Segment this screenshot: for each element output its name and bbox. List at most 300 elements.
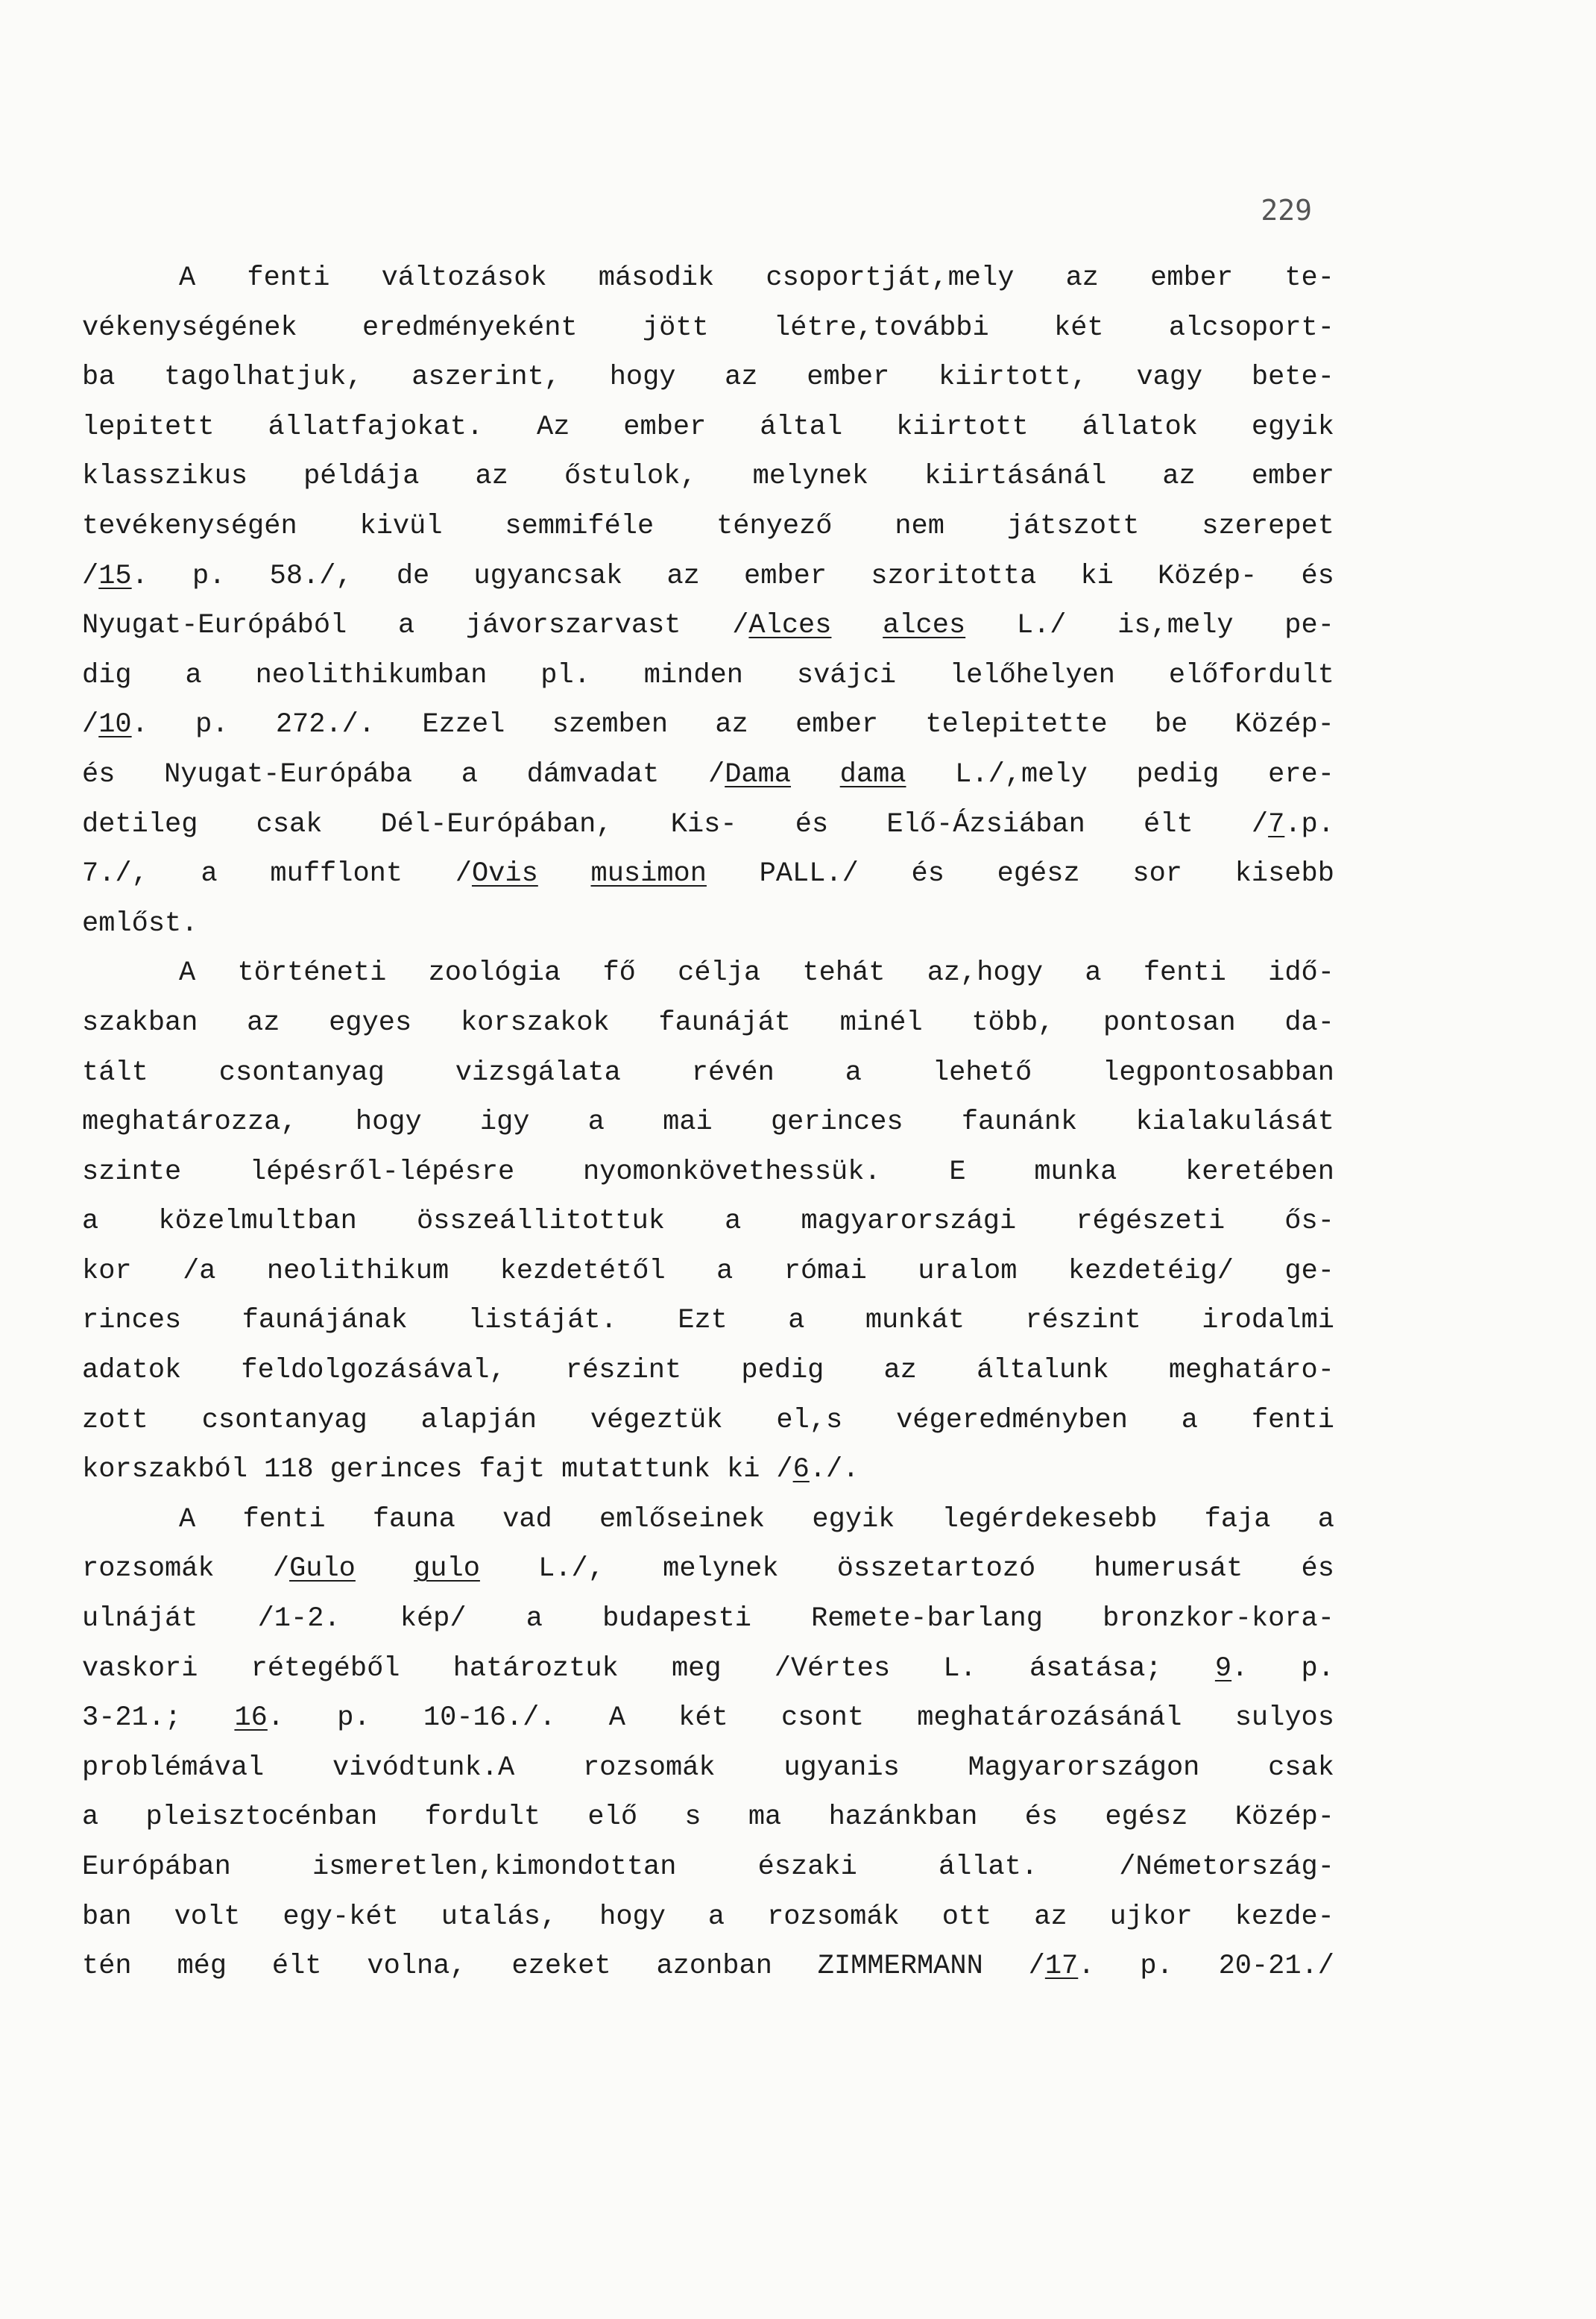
word-part: a [526, 1603, 543, 1635]
word-part: munkát [865, 1305, 965, 1337]
text-line [82, 1644, 1334, 1694]
word-part: alapján [420, 1404, 537, 1436]
word [461, 998, 610, 1048]
word-part: dámvadat [526, 758, 660, 790]
word [783, 1743, 899, 1793]
word [264, 1445, 314, 1495]
word [644, 651, 743, 701]
word [896, 1396, 1128, 1446]
word [784, 1247, 867, 1297]
word-part: feldolgozásával, [241, 1355, 506, 1387]
word [744, 552, 827, 602]
word [82, 899, 198, 949]
underlined-reference: 17 [1044, 1951, 1079, 1983]
word-part: / [455, 858, 472, 890]
word [715, 700, 748, 750]
word-part: által [760, 411, 843, 443]
word [1103, 1594, 1334, 1644]
word-part: általunk [977, 1355, 1109, 1387]
word-part: kiirtott [896, 411, 1029, 443]
word-part: fajt [479, 1454, 546, 1486]
word [1054, 303, 1104, 353]
word [411, 353, 561, 403]
word-part: révén [691, 1057, 775, 1089]
word [256, 651, 488, 701]
word-part: keretében [1185, 1156, 1334, 1188]
word [312, 1843, 676, 1892]
word [692, 1048, 775, 1098]
word-part: . [267, 1702, 285, 1734]
word-part: neolithikum [266, 1255, 450, 1287]
text-line [82, 1594, 1334, 1644]
word [732, 601, 831, 651]
word [270, 849, 403, 899]
word-part: a [461, 758, 479, 790]
word-part: ember [1150, 262, 1234, 294]
word-part: nyomonkövethessük. [582, 1156, 881, 1188]
word [400, 1594, 467, 1644]
word [678, 948, 760, 998]
underlined-reference: 9 [1214, 1652, 1232, 1684]
word-part: fenti [247, 262, 330, 294]
word [421, 1396, 537, 1446]
word [912, 849, 944, 899]
word [1268, 948, 1334, 998]
word-part: tén [82, 1951, 132, 1983]
word-part: meg [671, 1652, 722, 1684]
word [1103, 998, 1236, 1048]
word [1034, 1148, 1117, 1198]
word [1140, 1942, 1173, 1992]
word-part: legérdekesebb [941, 1503, 1158, 1535]
word [788, 1296, 804, 1346]
word-part: kezde- [1234, 1901, 1334, 1933]
word-part: játszott [1006, 510, 1140, 542]
word-part: Magyarországon [968, 1752, 1200, 1784]
word-part: az [247, 1007, 280, 1039]
word [840, 750, 906, 800]
word-part: . [131, 709, 148, 741]
word-part: a [716, 1255, 734, 1287]
word-part: kialakulását [1135, 1107, 1334, 1139]
word-part: . [131, 560, 148, 592]
text-line [82, 1843, 1334, 1892]
word-part: adatok [82, 1355, 182, 1387]
word-part: a [1085, 957, 1102, 989]
text-line [82, 1048, 1334, 1098]
word [599, 1495, 765, 1545]
word [829, 1793, 978, 1843]
word [82, 1693, 181, 1743]
word [767, 1892, 900, 1942]
word [473, 552, 622, 602]
word [727, 1445, 760, 1495]
word [896, 403, 1029, 453]
word [884, 1346, 917, 1396]
word-part: tehát [802, 957, 886, 989]
word-part: az [715, 709, 748, 741]
text-line [82, 1693, 1334, 1743]
word [1136, 353, 1202, 403]
word-part: 118 [264, 1454, 314, 1486]
word-part: / [732, 610, 749, 642]
word [82, 800, 198, 850]
word-part: nem [895, 510, 944, 542]
word [917, 1693, 1182, 1743]
word [268, 403, 484, 453]
word-part: és [1024, 1802, 1059, 1834]
word [455, 1048, 621, 1098]
word [776, 1396, 842, 1446]
word [925, 700, 1107, 750]
word [590, 849, 706, 899]
word [526, 1594, 543, 1644]
word-part: csak [1268, 1752, 1334, 1784]
word [272, 1942, 322, 1992]
word-part: L./,mely [955, 758, 1088, 790]
word-part: .p. [1284, 808, 1334, 840]
word [933, 1048, 1032, 1098]
word [251, 1644, 400, 1694]
text-line [82, 750, 1334, 800]
word-part: élt [271, 1951, 322, 1983]
word-part: A [179, 1503, 196, 1535]
text-line [82, 303, 1334, 353]
word [1235, 700, 1334, 750]
word [1029, 1942, 1095, 1992]
word-part: pontosan [1103, 1007, 1236, 1039]
word-part: Európában [82, 1851, 231, 1883]
word-part: a [725, 1206, 742, 1238]
word-part: egyes [329, 1007, 412, 1039]
word [202, 1396, 368, 1446]
word [1284, 998, 1334, 1048]
word-part: melynek [752, 461, 869, 493]
word [362, 303, 578, 353]
word-part: / [776, 1454, 793, 1486]
underlined-reference: 16 [234, 1702, 268, 1734]
word-part: p. [192, 560, 226, 592]
word [250, 1148, 514, 1198]
word-part: fordult [424, 1802, 541, 1834]
word [270, 552, 353, 602]
word [82, 1396, 148, 1446]
word [82, 1743, 264, 1793]
word-part: egész [1105, 1802, 1188, 1834]
word-part: csontanyag [201, 1404, 368, 1436]
word-part: egyik [1251, 411, 1334, 443]
word [666, 552, 699, 602]
word-part: előfordult [1168, 659, 1334, 691]
word-part: faunáját [658, 1007, 791, 1039]
underlined-reference: 10 [98, 709, 132, 741]
word-part: a [707, 1901, 725, 1933]
word [373, 1495, 455, 1545]
typescript-body [82, 254, 1334, 1992]
word [242, 1296, 408, 1346]
word [1268, 750, 1334, 800]
word [527, 750, 660, 800]
word [1284, 601, 1334, 651]
word-part: jött [642, 312, 709, 344]
word [540, 651, 590, 701]
word-part: ember [623, 411, 707, 443]
word [82, 1594, 198, 1644]
word-part: svájci [796, 659, 897, 691]
word-part: / [707, 758, 725, 790]
word-part: L./, [538, 1553, 605, 1585]
underlined-reference: Ovis [471, 858, 538, 890]
word-part: Nyugat-Európából [82, 610, 347, 642]
word [812, 1495, 895, 1545]
word-part: minél [839, 1007, 923, 1039]
word-part: E [949, 1156, 966, 1188]
text-line [82, 1544, 1334, 1594]
word-part: ásatása; [1029, 1652, 1162, 1684]
word-part: egy-két [283, 1901, 399, 1933]
word [164, 750, 412, 800]
word-part: te- [1284, 262, 1334, 294]
word [684, 1793, 701, 1843]
word-part: budapesti [602, 1603, 751, 1635]
word-part: ugyancsak [473, 560, 623, 592]
word-part: / [1251, 808, 1269, 840]
word [1029, 1644, 1162, 1694]
word-part: részint [565, 1355, 682, 1387]
word [174, 1892, 241, 1942]
word [871, 552, 1036, 602]
word-part: határoztuk [452, 1652, 619, 1684]
word [82, 452, 247, 502]
word-part: kiirtott, [938, 362, 1088, 394]
word-part: A [179, 262, 196, 294]
word-gap [760, 1445, 776, 1495]
word [1105, 1793, 1187, 1843]
word-part: ulnáját [82, 1603, 198, 1635]
word [968, 1743, 1200, 1793]
word [237, 948, 386, 998]
word-part: . [1078, 1951, 1095, 1983]
word [840, 998, 923, 1048]
word [811, 1594, 1043, 1644]
word-part: vizsgálata [455, 1057, 621, 1089]
word-part: / [82, 709, 99, 741]
word [1169, 303, 1334, 353]
word-part: sor [1132, 858, 1182, 890]
text-line [82, 1793, 1334, 1843]
word [807, 353, 889, 403]
text-line [82, 1743, 1334, 1793]
word-part: rozsomák [82, 1553, 215, 1585]
word [425, 1793, 540, 1843]
text-line [82, 651, 1334, 701]
word [997, 849, 1080, 899]
word-part: állatfajokat. [268, 411, 484, 443]
word [609, 1693, 625, 1743]
word-part: legpontosabban [1103, 1057, 1334, 1089]
word [1135, 1098, 1334, 1148]
word [1007, 502, 1140, 552]
word-part: be [1154, 709, 1188, 741]
word-part: sulyos [1234, 1702, 1334, 1734]
word-part: /a [183, 1255, 216, 1287]
word-part: vivódtunk.A [332, 1752, 515, 1784]
word-part: ember [807, 362, 890, 394]
word [1132, 849, 1182, 899]
text-line [82, 1197, 1334, 1247]
word [82, 1148, 181, 1198]
word [414, 1544, 480, 1594]
word-part: fenti [1143, 957, 1226, 989]
word [422, 700, 505, 750]
word [538, 1544, 605, 1594]
word-part: fenti [242, 1503, 326, 1535]
word-part: el,s [776, 1404, 843, 1436]
word-part: tényező [716, 510, 833, 542]
word [417, 1197, 665, 1247]
word [455, 849, 538, 899]
text-line [82, 1495, 1334, 1545]
word-part: zott [82, 1404, 148, 1436]
word-part: mufflont [270, 858, 403, 890]
word [943, 1644, 976, 1694]
word [480, 1098, 530, 1148]
word-part: / [1028, 1951, 1045, 1983]
word-part: pl. [540, 659, 590, 691]
word [466, 601, 681, 651]
word [795, 700, 878, 750]
word [678, 1693, 728, 1743]
word-part: ki [1080, 560, 1114, 592]
word-part: Ezt [678, 1305, 728, 1337]
word [1252, 403, 1334, 453]
word-part: szinte [82, 1156, 182, 1188]
word-part: kor [82, 1255, 132, 1287]
word-part: szemben [552, 709, 669, 741]
word [82, 1296, 181, 1346]
text-line [82, 948, 1334, 998]
word-part: a [587, 1107, 605, 1139]
word-part: és [1301, 1553, 1334, 1585]
underlined-reference: alces [883, 610, 966, 642]
word [678, 1296, 728, 1346]
word-part: klasszikus [82, 461, 248, 493]
word [502, 1495, 552, 1545]
word-part: 10-16./. [423, 1702, 556, 1734]
word-part: Közép- [1158, 560, 1258, 592]
word [927, 948, 1043, 998]
word-part: egyik [812, 1503, 895, 1535]
text-line [82, 1247, 1334, 1297]
word-part: végeredményben [896, 1404, 1128, 1436]
word-part: összeállitottuk [416, 1206, 666, 1238]
text-line [82, 1445, 1334, 1495]
word-part: ugyanis [783, 1752, 900, 1784]
word [397, 552, 429, 602]
word [552, 700, 668, 750]
word-part: hogy [599, 1901, 666, 1933]
word [1301, 552, 1334, 602]
word-part: részint [1025, 1305, 1141, 1337]
word-part: ki [726, 1454, 760, 1486]
word [883, 601, 965, 651]
word-part: korszakból [82, 1454, 248, 1486]
word-part: állatok [1082, 411, 1199, 443]
word-part: élt [1144, 808, 1193, 840]
word-part: 3-21.; [82, 1702, 182, 1734]
word [656, 1942, 772, 1992]
word [82, 1942, 132, 1992]
word-part: csak [256, 808, 323, 840]
word-part: da- [1284, 1007, 1334, 1039]
word-part: azonban [656, 1951, 772, 1983]
word-part: lépésről-lépésre [249, 1156, 515, 1188]
word [610, 353, 676, 403]
word-part: pe- [1284, 610, 1334, 642]
word [283, 1892, 398, 1942]
word-gap [545, 1445, 561, 1495]
word-part: utalás, [441, 1901, 558, 1933]
word [164, 353, 362, 403]
word [1252, 353, 1334, 403]
word [753, 452, 868, 502]
word [1076, 1197, 1225, 1247]
word-part: ge- [1284, 1255, 1334, 1287]
text-line [82, 552, 1334, 602]
word [602, 948, 635, 998]
word [971, 998, 1054, 1048]
word-part: a [788, 1305, 805, 1337]
word [273, 1544, 356, 1594]
word [1034, 1892, 1067, 1942]
word [708, 750, 791, 800]
word-part: ember [744, 560, 827, 592]
word [708, 1892, 725, 1942]
word-part: tevékenységén [82, 510, 297, 542]
word-part: / [272, 1553, 290, 1585]
word [599, 1892, 666, 1942]
word [962, 1098, 1077, 1148]
word [1302, 1644, 1334, 1694]
word [82, 601, 347, 651]
word-part: közelmultban [158, 1206, 357, 1238]
word [599, 254, 714, 303]
word-part: régészeti [1076, 1206, 1226, 1238]
word-part: p. [1140, 1951, 1173, 1983]
text-line [82, 502, 1334, 552]
word-part: összetartozó [836, 1553, 1036, 1585]
word [1182, 1396, 1198, 1446]
word [82, 998, 198, 1048]
word [977, 1346, 1109, 1396]
word-part: még [177, 1951, 227, 1983]
word-part: ban [82, 1901, 132, 1933]
word-part: kezdetéig/ [1067, 1255, 1234, 1287]
word-part: melynek [663, 1553, 779, 1585]
word-part: /1-2. [257, 1603, 341, 1635]
word-part: létre,további [774, 312, 989, 344]
word-part: ere- [1268, 758, 1334, 790]
word-part: mai [663, 1107, 713, 1139]
word [82, 1048, 148, 1098]
word-part: ./. [809, 1454, 859, 1486]
word-part: gerinces [770, 1107, 903, 1139]
word [1144, 800, 1193, 850]
word [82, 1247, 132, 1297]
word-part: Az [537, 411, 570, 443]
word-part: korszakok [460, 1007, 610, 1039]
word [303, 452, 419, 502]
